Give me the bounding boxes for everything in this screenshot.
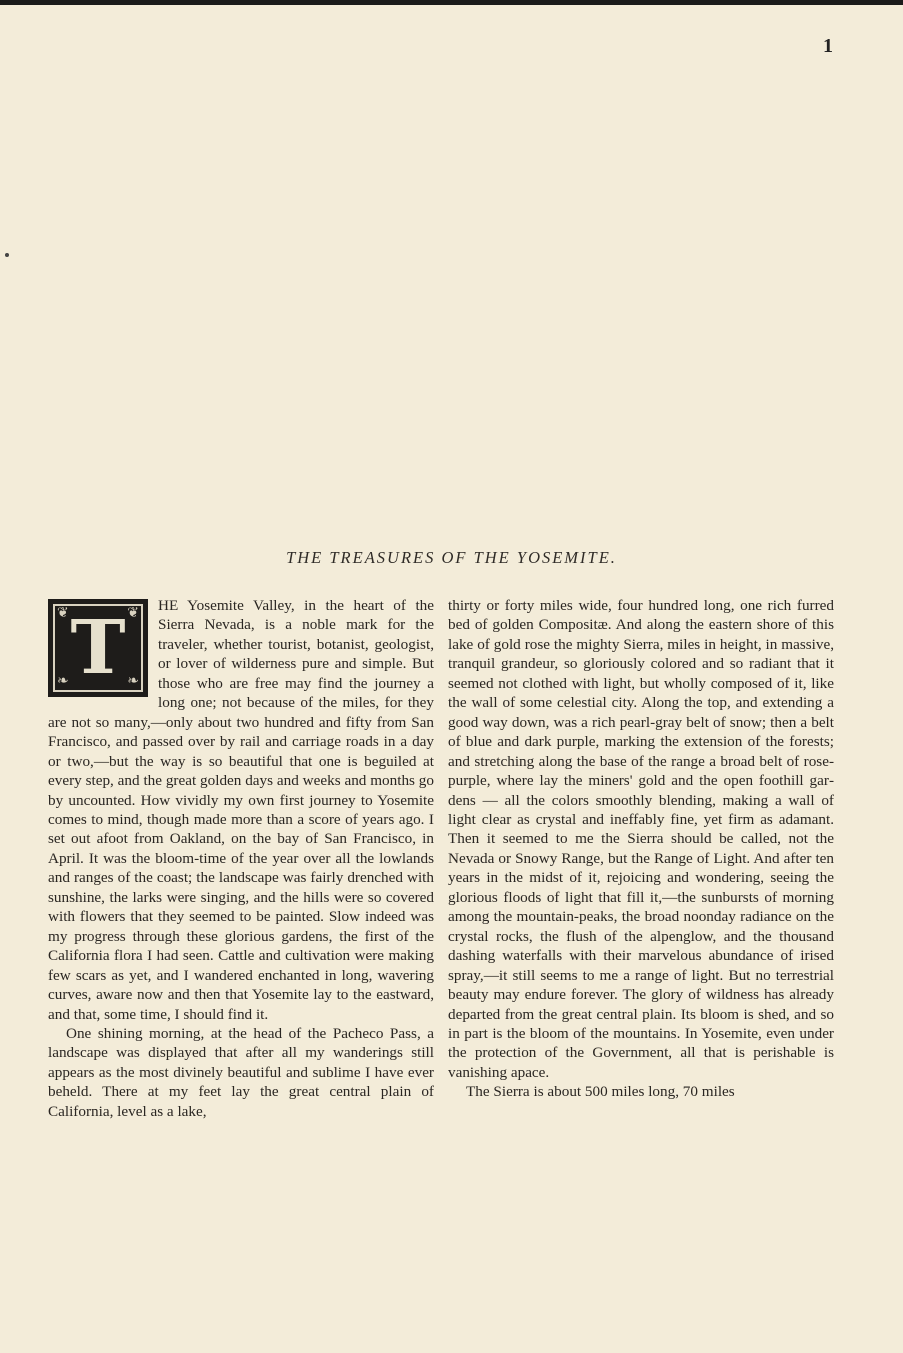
paragraph-text: HE Yosemite Valley, in the heart of the Sierra Nevada, is a noble mark for the traveler, whether tourist, botanist, geologist, or lover of wilderness pure and simple. But those who are free may find the journey a long one; not because of the miles, for they are not so many,—only about two hundred and fifty from San Francisco, and passed over by rail and carriage roads in a day or two,—but the way is so beautiful that one is beguiled at every step, and the great golden days and weeks and months go by uncounted. How vividly my own first journey to Yosemite comes to mind, though made more than a score of years ago. I set out afoot from Oakland, on the bay of San Francisco, in April. It was the bloom-time of the year over all the lowlands and ranges of the coast; the landscape was fairly drenched with sunshine, the larks were singing, and the hills were so covered with flowers that they seemed to be painted. Slow indeed was my progress through these glorious gardens, the first of the California flora I had seen. Cattle and cultivation were making few scars as yet, and I wandered enchanted in long, wavering curves, aware now and then that Yosemite lay to the eastward, and that, some time, I should find it. bbox=[48, 597, 434, 1023]
margin-mark bbox=[5, 253, 9, 257]
ornamental-dropcap bbox=[48, 599, 148, 697]
paragraph: One shining morning, at the head of the Pacheco Pass, a landscape was displayed that after all my wanderings still appears as the most divinely beautiful and sublime I have ever beheld. There at my feet lay the great central plain of California, level as a lake, bbox=[48, 1024, 434, 1120]
paragraph: thirty or forty miles wide, four hundred long, one rich furred bed of golden Compositæ. And along the eastern shore of this lake of gold rose the mighty Sierra, miles in height, in massive, tranquil grandeur, so gloriously colored and so radiant that it seemed not clothed with light, but wholly composed of it, like the wall of some celestial city. Along the top, and extending a good way down, was a rich pearl-gray belt of snow; then a belt of blue and dark purple, marking the extension of the forests; and stretching along the base of the range a broad belt of rose-purple, where lay the miners' gold and the open foothill gardens — all the colors smoothly blending, making a wall of light clear as crystal and ineffably fine, yet firm as adamant. Then it seemed to me the Sierra should be called, not the Nevada or Snowy Range, but the Range of Light. And after ten years in the midst of it, rejoicing and wondering, seeing the glorious floods of light that fill it,—the sunbursts of morning among the mountain-peaks, the broad noonday radiance on the crystal rocks, the flush of the alpenglow, and the thousand dashing waterfalls with their marvelous abundance of irised spray,—it still seems to me a range of light. But no terrestrial beauty may endure forever. The glory of wildness has already departed from the great central plain. Its bloom is shed, and so in part is the bloom of the mountains. In Yosemite, even under the protection of the Government, all that is perishable is vanishing apace. bbox=[448, 597, 834, 1081]
flourish-icon: ❧ bbox=[127, 674, 139, 689]
page-top-border bbox=[0, 0, 903, 5]
flourish-icon: ❦ bbox=[57, 606, 69, 621]
dropcap-letter: T bbox=[70, 605, 126, 691]
flourish-icon: ❦ bbox=[127, 606, 139, 621]
text-column-left bbox=[48, 596, 434, 1121]
page-number: 1 bbox=[823, 35, 833, 57]
paragraph bbox=[48, 596, 434, 1024]
text-column-right bbox=[448, 596, 834, 1102]
flourish-icon: ❧ bbox=[57, 674, 69, 689]
paragraph: The Sierra is about 500 miles long, 70 miles bbox=[466, 1083, 735, 1101]
article-title: THE TREASURES OF THE YOSEMITE. bbox=[286, 548, 617, 567]
